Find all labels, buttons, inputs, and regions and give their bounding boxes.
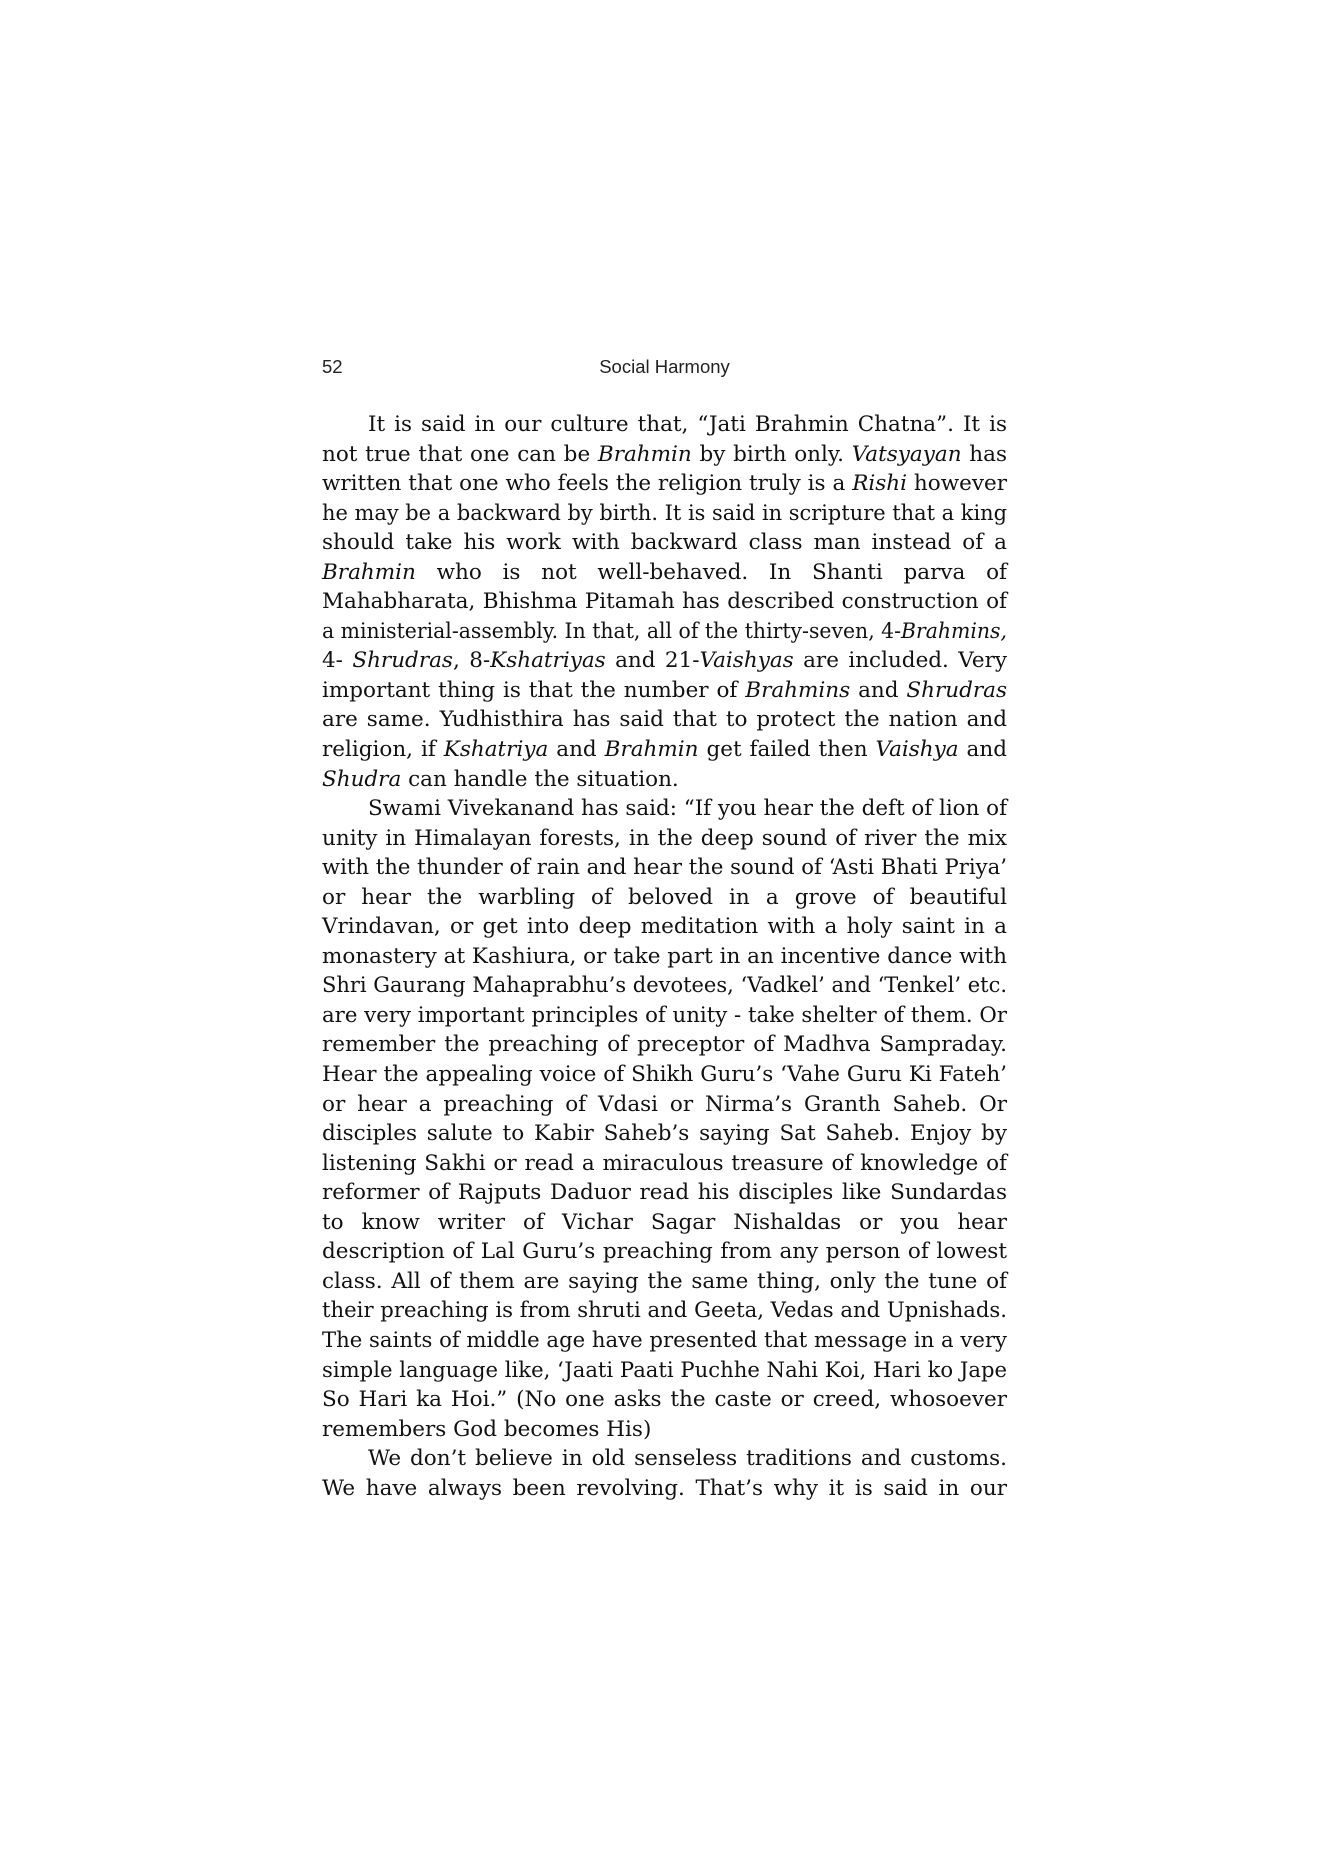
text-line-content xyxy=(322,912,1007,942)
text-run: The saints of middle age have presented that message in a very xyxy=(322,1327,1007,1353)
text-line xyxy=(322,410,1007,440)
text-line-content xyxy=(322,1149,1007,1179)
page-number: 52 xyxy=(322,356,343,377)
text-run: to know writer of Vichar Sagar Nishaldas or you hear xyxy=(322,1209,1007,1235)
text-line xyxy=(322,735,1007,765)
italic-term: Vatsyayan xyxy=(851,441,962,467)
text-line xyxy=(322,824,1007,854)
text-line-content xyxy=(322,558,1007,588)
text-run: are very important principles of unity - take shelter of them. Or xyxy=(322,1002,1007,1028)
text-line xyxy=(322,883,1007,913)
text-run: simple language like, ‘Jaati Paati Puchhe Nahi Koi, Hari ko Jape xyxy=(322,1357,1007,1383)
italic-term: Vaishya xyxy=(875,737,959,763)
text-run: We have always been revolving. That’s why it is said in our xyxy=(322,1475,1007,1501)
text-line xyxy=(322,912,1007,942)
text-line xyxy=(322,1001,1007,1031)
text-line-content xyxy=(322,1296,1007,1326)
text-run: however xyxy=(907,471,1007,497)
text-line xyxy=(322,1178,1007,1208)
text-line-content xyxy=(322,1356,1007,1386)
text-line-content xyxy=(322,1208,1007,1238)
text-run: should take his work with backward class man instead of a xyxy=(322,530,1007,556)
text-run: description of Lal Guru’s preaching from any person of lowest xyxy=(322,1239,1007,1265)
italic-term: Kshatriya xyxy=(443,737,549,763)
text-run: who is not well-behaved. In Shanti parva of xyxy=(415,559,1007,585)
text-run: religion, if xyxy=(322,737,444,763)
text-run: disciples salute to Kabir Saheb’s saying Sat Saheb. Enjoy by xyxy=(322,1121,1007,1147)
text-line xyxy=(322,1356,1007,1386)
text-line xyxy=(322,1444,1007,1474)
text-run: listening Sakhi or read a miraculous treasure of knowledge of xyxy=(322,1150,1007,1176)
text-run: It is said in our culture that, “Jati Brahmin Chatna”. It is xyxy=(368,412,1007,437)
text-line xyxy=(322,853,1007,883)
text-run: Hear the appealing voice of Shikh Guru’s ‘Vahe Guru Ki Fateh’ xyxy=(322,1062,1007,1088)
text-run: , 8- xyxy=(452,648,491,674)
text-line-content xyxy=(322,1119,1007,1149)
text-line-content xyxy=(322,824,1007,854)
text-run: monastery at Kashiura, or take part in an incentive dance with xyxy=(322,943,1007,969)
text-run: or hear a preaching of Vdasi or Nirma’s Granth Saheb. Or xyxy=(322,1091,1007,1117)
text-line xyxy=(322,1030,1007,1060)
text-line xyxy=(322,1474,1007,1504)
text-line xyxy=(322,528,1007,558)
text-run: Swami Vivekanand has said: “If you hear the deft of lion of xyxy=(368,796,1007,822)
text-run: not true that one can be xyxy=(322,441,598,467)
italic-term: Brahmin xyxy=(597,441,692,467)
text-line xyxy=(322,794,1007,824)
italic-term: Brahmins, xyxy=(901,618,1007,644)
text-run: remember the preaching of preceptor of Madhva Sampraday. xyxy=(322,1032,1007,1058)
text-run: or hear the warbling of beloved in a grove of beautiful xyxy=(322,884,1007,910)
text-run: and xyxy=(958,737,1007,763)
body-text xyxy=(322,410,1007,1503)
text-run: Vrindavan, or get into deep meditation with a holy saint in a xyxy=(322,914,1007,940)
text-line-content xyxy=(322,469,1007,499)
text-line-content xyxy=(322,883,1007,913)
text-line xyxy=(322,440,1007,470)
text-line-content xyxy=(322,971,1007,1001)
text-run: their preaching is from shruti and Geeta, Vedas and Upnishads. xyxy=(322,1298,1007,1324)
text-line xyxy=(322,558,1007,588)
text-run: We don’t believe in old senseless traditions and customs. xyxy=(368,1446,1007,1472)
text-run: get failed then xyxy=(698,737,876,763)
text-run: Shri Gaurang Mahaprabhu’s devotees, ‘Vadkel’ and ‘Tenkel’ etc. xyxy=(322,973,1007,999)
text-run: written that one who feels the religion truly is a xyxy=(322,471,853,497)
text-run: with the thunder of rain and hear the sound of ‘Asti Bhati Priya’ xyxy=(322,855,1007,881)
text-line xyxy=(322,942,1007,972)
text-line xyxy=(322,469,1007,499)
text-run: and xyxy=(850,677,907,703)
text-line xyxy=(322,1267,1007,1297)
text-run: are same. Yudhisthira has said that to protect the nation and xyxy=(322,707,1007,733)
italic-term: Shudra xyxy=(322,766,402,792)
text-line xyxy=(322,1237,1007,1267)
text-line-content xyxy=(322,646,1007,676)
text-line-content xyxy=(322,735,1007,765)
text-line-content xyxy=(322,1385,1007,1415)
text-line xyxy=(322,676,1007,706)
text-line-content xyxy=(322,705,1007,735)
text-run: unity in Himalayan forests, in the deep sound of river the mix xyxy=(322,825,1007,851)
text-line-content xyxy=(368,1444,1007,1474)
text-line-content xyxy=(322,676,1007,706)
text-line-content xyxy=(322,1060,1007,1090)
italic-term: Shrudras xyxy=(906,677,1007,703)
text-line xyxy=(322,1208,1007,1238)
italic-term: Shrudras xyxy=(352,648,453,674)
italic-term: Rishi xyxy=(852,471,908,497)
text-line-content xyxy=(322,1178,1007,1208)
text-line-content xyxy=(368,794,1007,824)
text-line-content xyxy=(368,410,1007,440)
italic-term: Vaishyas xyxy=(699,648,794,674)
text-line xyxy=(322,646,1007,676)
text-run: by birth only. xyxy=(691,441,852,467)
text-line xyxy=(322,1415,1007,1445)
text-line-content xyxy=(322,1030,1007,1060)
text-run: class. All of them are saying the same thing, only the tune of xyxy=(322,1268,1007,1294)
text-line-content xyxy=(322,1474,1007,1504)
text-line-content xyxy=(322,1326,1007,1356)
text-line xyxy=(322,1385,1007,1415)
text-run: he may be a backward by birth. It is said in scripture that a king xyxy=(322,500,1007,526)
text-line-content xyxy=(322,528,1007,558)
text-run: important thing is that the number of xyxy=(322,677,746,703)
text-line-content xyxy=(322,1090,1007,1120)
text-line-content xyxy=(322,617,1007,647)
italic-term: Brahmin xyxy=(604,737,699,763)
text-line xyxy=(322,971,1007,1001)
text-line xyxy=(322,587,1007,617)
text-run: can handle the situation. xyxy=(401,766,679,792)
italic-term: Kshatriyas xyxy=(490,648,606,674)
text-line-content xyxy=(322,499,1007,529)
text-run: Mahabharata, Bhishma Pitamah has described construction of xyxy=(322,589,1007,615)
text-run: reformer of Rajputs Daduor read his disciples like Sundardas xyxy=(322,1180,1007,1206)
text-line xyxy=(322,1119,1007,1149)
italic-term: Brahmins xyxy=(745,677,851,703)
text-line-content xyxy=(322,440,1007,470)
text-line-content xyxy=(322,1237,1007,1267)
text-run: So Hari ka Hoi.” (No one asks the caste or creed, whosoever xyxy=(322,1387,1007,1413)
text-run: remembers God becomes His) xyxy=(322,1416,652,1442)
text-line-content xyxy=(322,853,1007,883)
text-line xyxy=(322,705,1007,735)
text-line xyxy=(322,1149,1007,1179)
running-title: Social Harmony xyxy=(599,356,730,377)
text-line xyxy=(322,765,1007,795)
text-run: and 21- xyxy=(605,648,700,674)
text-line xyxy=(322,1296,1007,1326)
text-run: and xyxy=(548,737,605,763)
running-head xyxy=(322,356,1007,380)
text-line-content xyxy=(322,1001,1007,1031)
text-run: a ministerial-assembly. In that, all of the thirty-seven, 4- xyxy=(322,618,902,644)
text-line-content xyxy=(322,765,679,795)
text-line xyxy=(322,1060,1007,1090)
text-line-content xyxy=(322,1415,651,1445)
text-line-content xyxy=(322,1267,1007,1297)
text-line xyxy=(322,499,1007,529)
text-line xyxy=(322,1326,1007,1356)
italic-term: Brahmin xyxy=(322,559,416,585)
text-line xyxy=(322,617,1007,647)
text-line xyxy=(322,1090,1007,1120)
text-run: has xyxy=(961,441,1007,467)
text-run: 4- xyxy=(322,648,353,674)
text-line-content xyxy=(322,942,1007,972)
text-line-content xyxy=(322,587,1007,617)
text-run: are included. Very xyxy=(793,648,1007,674)
